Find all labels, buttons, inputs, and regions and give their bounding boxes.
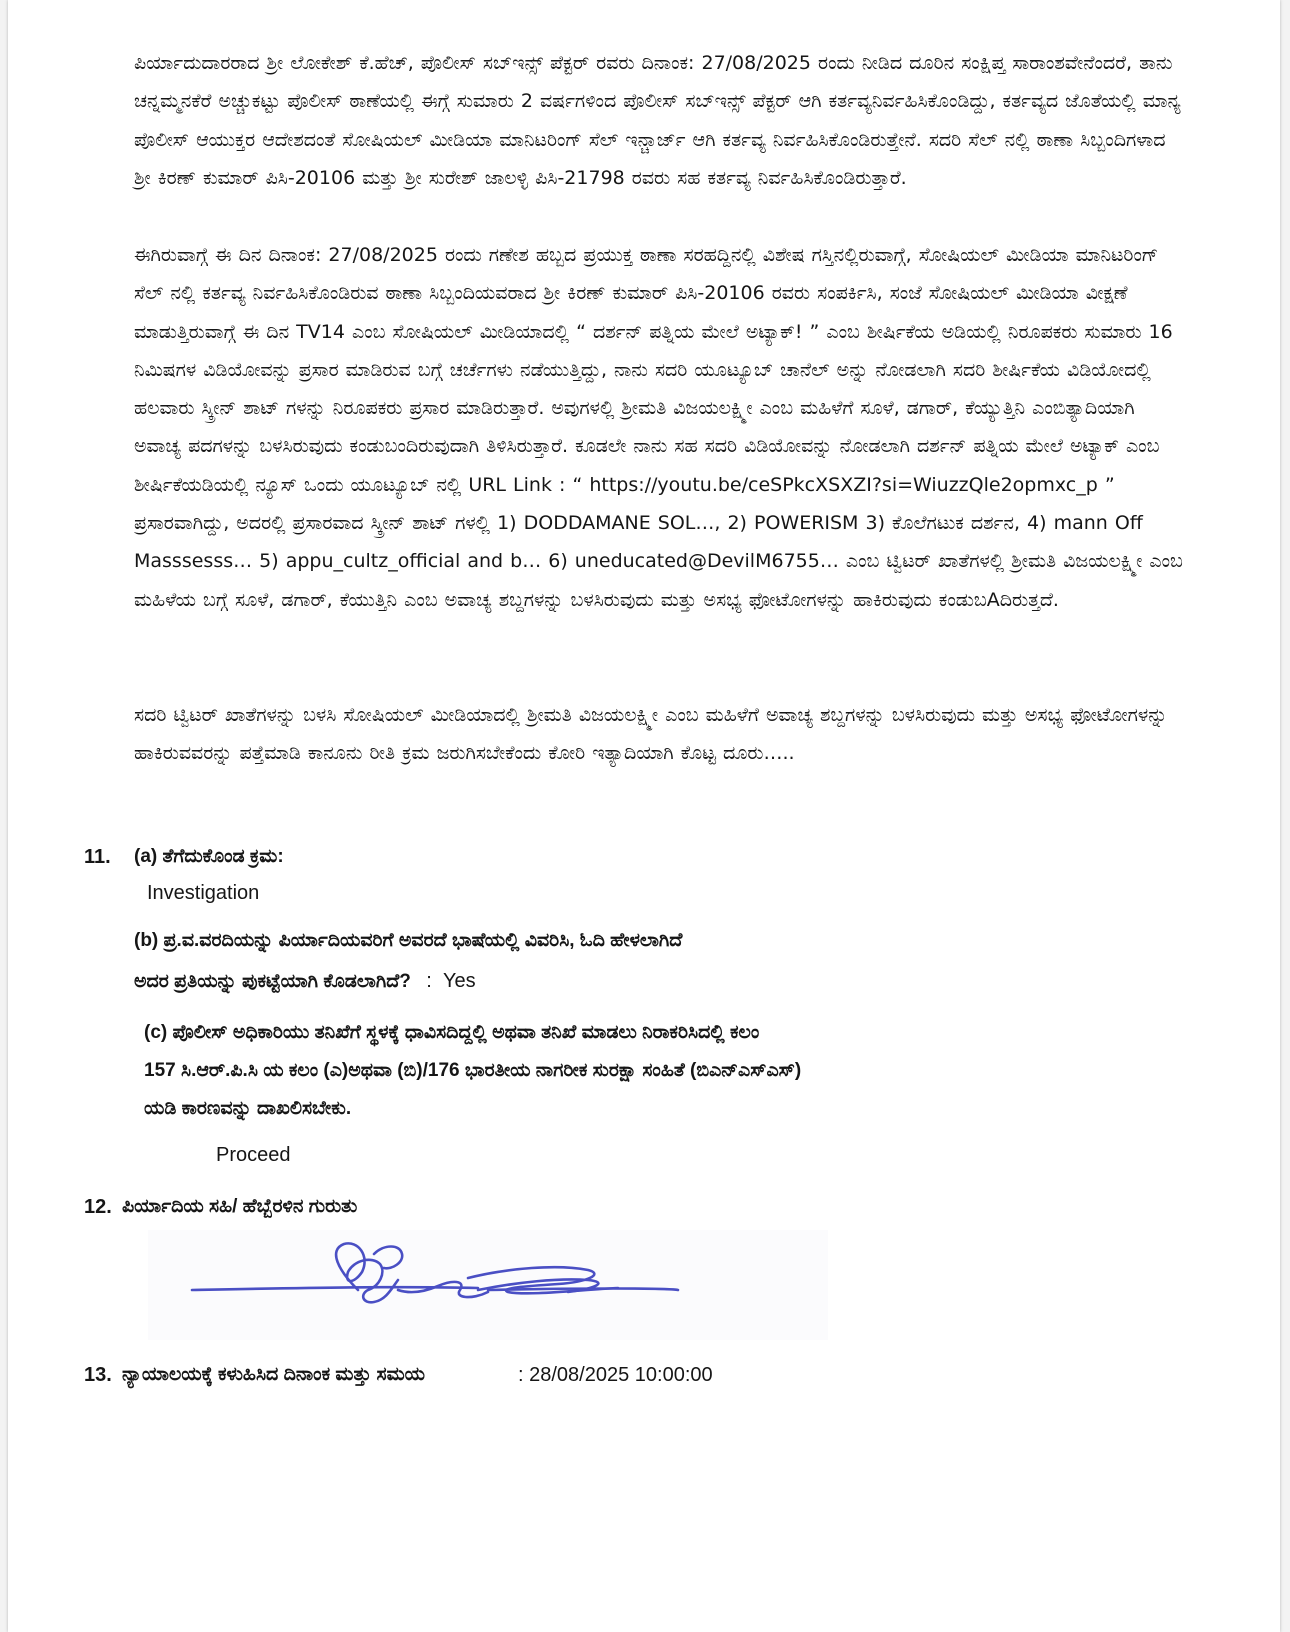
- section-11a-value: Investigation: [147, 882, 260, 904]
- section-11c-value: Proceed: [216, 1144, 291, 1166]
- section-11c-line-2: 157 ಸಿ.ಆರ್.ಪಿ.ಸಿ ಯ ಕಲಂ (ಎ)ಅಥವಾ (ಬಿ)/176 ಭಾರತೀಯ ನಾಗರೀಕ ಸುರಕ್ಷಾ ಸಂಹಿತೆ (ಬಿಎನ್‌ಎಸ್‌ಎಸ್): [144, 1060, 802, 1081]
- section-11b-line-2: [134, 970, 476, 993]
- section-11b-separator: :: [426, 970, 432, 992]
- section-11b-value: Yes: [443, 970, 476, 992]
- document-page: [8, 0, 1280, 1632]
- section-11b-question: ಅದರ ಪ್ರತಿಯನ್ನು ಪುಕಟ್ಟೆಯಾಗಿ ಕೊಡಲಾಗಿದೆ?: [134, 971, 411, 992]
- complaint-paragraph-2: ಈಗಿರುವಾಗ್ಗೆ ಈ ದಿನ ದಿನಾಂಕ: 27/08/2025 ರಂದು ಗಣೇಶ ಹಬ್ಬದ ಪ್ರಯುಕ್ತ ಠಾಣಾ ಸರಹದ್ದಿನಲ್ಲಿ ವಿಶೇಷ ಗಸ್ತಿನಲ್ಲಿರುವಾಗ್ಗೆ, ಸೋಷಿಯಲ್ ಮೀಡಿಯಾ ಮಾನಿಟರಿಂಗ್ ಸೆಲ್ ನಲ್ಲಿ ಕರ್ತವ್ಯ ನಿರ್ವಹಿಸಿಕೊಂಡಿರುವ ಠಾಣಾ ಸಿಬ್ಬಂದಿಯವರಾದ ಶ್ರೀ ಕಿರಣ್ ಕುಮಾರ್ ಪಿಸಿ-20106 ರವರು ಸಂಪರ್ಕಿಸಿ, ಸಂಜೆ ಸೋಷಿಯಲ್ ಮೀಡಿಯಾ ವೀಕ್ಷಣೆ ಮಾಡುತ್ತಿರುವಾಗ್ಗೆ ಈ ದಿನ TV14 ಎಂಬ ಸೋಷಿಯಲ್ ಮೀಡಿಯಾದಲ್ಲಿ “ ದರ್ಶನ್ ಪತ್ನಿಯ ಮೇಲೆ ಅಟ್ಯಾಕ್! ” ಎಂಬ ಶೀರ್ಷಿಕೆಯ ಅಡಿಯಲ್ಲಿ ನಿರೂಪಕರು ಸುಮಾರು 16 ನಿಮಿಷಗಳ ವಿಡಿಯೋವನ್ನು ಪ್ರಸಾರ ಮಾಡಿರುವ ಬಗ್ಗೆ ಚರ್ಚೆಗಳು ನಡೆಯುತ್ತಿದ್ದು, ನಾನು ಸದರಿ ಯೂಟ್ಯೂಬ್ ಚಾನೆಲ್ ಅನ್ನು ನೋಡಲಾಗಿ ಸದರಿ ಶೀರ್ಷಿಕೆಯ ವಿಡಿಯೋದಲ್ಲಿ ಹಲವಾರು ಸ್ಕ್ರೀನ್ ಶಾಟ್ ಗಳನ್ನು ನಿರೂಪಕರು ಪ್ರಸಾರ ಮಾಡಿರುತ್ತಾರೆ. ಅವುಗಳಲ್ಲಿ ಶ್ರೀಮತಿ ವಿಜಯಲಕ್ಷ್ಮೀ ಎಂಬ ಮಹಿಳೆಗೆ ಸೂಳೆ, ಡಗಾರ್, ಕೆಯ್ಯುತ್ತಿನಿ ಎಂಬಿತ್ಯಾದಿಯಾಗಿ ಅವಾಚ್ಯ ಪದಗಳನ್ನು ಬಳಸಿರುವುದು ಕಂಡುಬಂದಿರುವುದಾಗಿ ತಿಳಿಸಿರುತ್ತಾರೆ. ಕೂಡಲೇ ನಾನು ಸಹ ಸದರಿ ವಿಡಿಯೋವನ್ನು ನೋಡಲಾಗಿ ದರ್ಶನ್ ಪತ್ನಿಯ ಮೇಲೆ ಅಟ್ಯಾಕ್ ಎಂಬ ಶೀರ್ಷಿಕೆಯಡಿಯಲ್ಲಿ ನ್ಯೂಸ್ ಒಂದು ಯೂಟ್ಯೂಬ್ ನಲ್ಲಿ URL Link : “ https://youtu.be/ceSPkcXSXZI?si=WiuzzQle2opmxc_p ” ಪ್ರಸಾರವಾಗಿದ್ದು, ಅದರಲ್ಲಿ ಪ್ರಸಾರವಾದ ಸ್ಕ್ರೀನ್ ಶಾಟ್ ಗಳಲ್ಲಿ 1) DODDAMANE SOL…, 2) POWERISM 3) ಕೊಲೆಗಟುಕ ದರ್ಶನ, 4) mann Off Masssesss… 5) appu_cultz_official and b… 6) uneducated@DevilM6755… ಎಂಬ ಟ್ವಿಟರ್ ಖಾತೆಗಳಲ್ಲಿ ಶ್ರೀಮತಿ ವಿಜಯಲಕ್ಷ್ಮೀ ಎಂಬ ಮಹಿಳೆಯ ಬಗ್ಗೆ ಸೂಳೆ, ಡಗಾರ್, ಕೆಯುತ್ತಿನಿ ಎಂಬ ಅವಾಚ್ಯ ಶಬ್ದಗಳನ್ನು ಬಳಸಿರುವುದು ಮತ್ತು ಅಸಭ್ಯ ಫೋಟೋಗಳನ್ನು ಹಾಕಿರುವುದು ಕಂಡುಬAದಿರುತ್ತದೆ.: [134, 244, 1183, 611]
- complaint-paragraph-1: ಪಿರ್ಯಾದುದಾರರಾದ ಶ್ರೀ ಲೋಕೇಶ್ ಕೆ.ಹೆಚ್, ಪೊಲೀಸ್ ಸಬ್‌ಇನ್ಸ್ ಪೆಕ್ಟರ್ ರವರು ದಿನಾಂಕ: 27/08/2025 ರಂದು ನೀಡಿದ ದೂರಿನ ಸಂಕ್ಷಿಪ್ತ ಸಾರಾಂಶವೇನೆಂದರೆ, ತಾನು ಚನ್ನಮ್ಮನಕೆರೆ ಅಚ್ಚುಕಟ್ಟು ಪೊಲೀಸ್ ಠಾಣೆಯಲ್ಲಿ ಈಗ್ಗೆ ಸುಮಾರು 2 ವರ್ಷಗಳಿಂದ ಪೊಲೀಸ್ ಸಬ್‌ಇನ್ಸ್ ಪೆಕ್ಟರ್ ಆಗಿ ಕರ್ತವ್ಯನಿರ್ವಹಿಸಿಕೊಂಡಿದ್ದು, ಕರ್ತವ್ಯದ ಜೊತೆಯಲ್ಲಿ ಮಾನ್ಯ ಪೊಲೀಸ್ ಆಯುಕ್ತರ ಆದೇಶದಂತೆ ಸೋಷಿಯಲ್ ಮೀಡಿಯಾ ಮಾನಿಟರಿಂಗ್ ಸೆಲ್ ಇನ್ಚಾರ್ಜ್ ಆಗಿ ಕರ್ತವ್ಯ ನಿರ್ವಹಿಸಿಕೊಂಡಿರುತ್ತೇನೆ. ಸದರಿ ಸೆಲ್ ನಲ್ಲಿ ಠಾಣಾ ಸಿಬ್ಬಂದಿಗಳಾದ ಶ್ರೀ ಕಿರಣ್ ಕುಮಾರ್ ಪಿಸಿ-20106 ಮತ್ತು ಶ್ರೀ ಸುರೇಶ್ ಜಾಲಳ್ಳಿ ಪಿಸಿ-21798 ರವರು ಸಹ ಕರ್ತವ್ಯ ನಿರ್ವಹಿಸಿಕೊಂಡಿರುತ್ತಾರೆ.: [134, 52, 1181, 189]
- section-13-value: : 28/08/2025 10:00:00: [518, 1364, 713, 1386]
- section-13-number: 13.: [84, 1364, 112, 1386]
- section-12-label: ಪಿರ್ಯಾದಿಯ ಸಹಿ/ ಹೆಬ್ಬೆರಳಿನ ಗುರುತು: [122, 1196, 358, 1217]
- section-11c-line-1: (c) ಪೊಲೀಸ್ ಅಧಿಕಾರಿಯು ತನಿಖೆಗೆ ಸ್ಥಳಕ್ಕೆ ಧಾವಿಸದಿದ್ದಲ್ಲಿ ಅಥವಾ ತನಿಖೆ ಮಾಡಲು ನಿರಾಕರಿಸಿದಲ್ಲಿ ಕಲಂ: [144, 1022, 760, 1043]
- signature-image: [148, 1230, 828, 1340]
- complaint-paragraph-3: ಸದರಿ ಟ್ವಿಟರ್ ಖಾತೆಗಳನ್ನು ಬಳಸಿ ಸೋಷಿಯಲ್ ಮೀಡಿಯಾದಲ್ಲಿ ಶ್ರೀಮತಿ ವಿಜಯಲಕ್ಷ್ಮೀ ಎಂಬ ಮಹಿಳೆಗೆ ಅವಾಚ್ಯ ಶಬ್ದಗಳನ್ನು ಬಳಸಿರುವುದು ಮತ್ತು ಅಸಭ್ಯ ಫೋಟೋಗಳನ್ನು ಹಾಕಿರುವವರನ್ನು ಪತ್ತೆಮಾಡಿ ಕಾನೂನು ರೀತಿ ಕ್ರಮ ಜರುಗಿಸಬೇಕೆಂದು ಕೋರಿ ಇತ್ಯಾದಿಯಾಗಿ ಕೊಟ್ಟ ದೂರು…..: [134, 704, 1168, 765]
- section-11a-label: (a) ತೆಗೆದುಕೊಂಡ ಕ್ರಮ:: [134, 846, 284, 867]
- section-13-label: ನ್ಯಾಯಾಲಯಕ್ಕೆ ಕಳುಹಿಸಿದ ದಿನಾಂಕ ಮತ್ತು ಸಮಯ: [122, 1364, 425, 1385]
- section-11-number: 11.: [84, 846, 111, 868]
- section-12-number: 12.: [84, 1196, 112, 1218]
- section-11c-line-3: ಯಡಿ ಕಾರಣವನ್ನು ದಾಖಲಿಸಬೇಕು.: [144, 1098, 352, 1119]
- signature-area: [148, 1230, 828, 1340]
- section-11b-line-1: (b) ಪ್ರ.ವ.ವರದಿಯನ್ನು ಪಿರ್ಯಾದಿಯವರಿಗೆ ಅವರದೆ ಭಾಷೆಯಲ್ಲಿ ವಿವರಿಸಿ, ಓದಿ ಹೇಳಲಾಗಿದೆ: [134, 930, 683, 951]
